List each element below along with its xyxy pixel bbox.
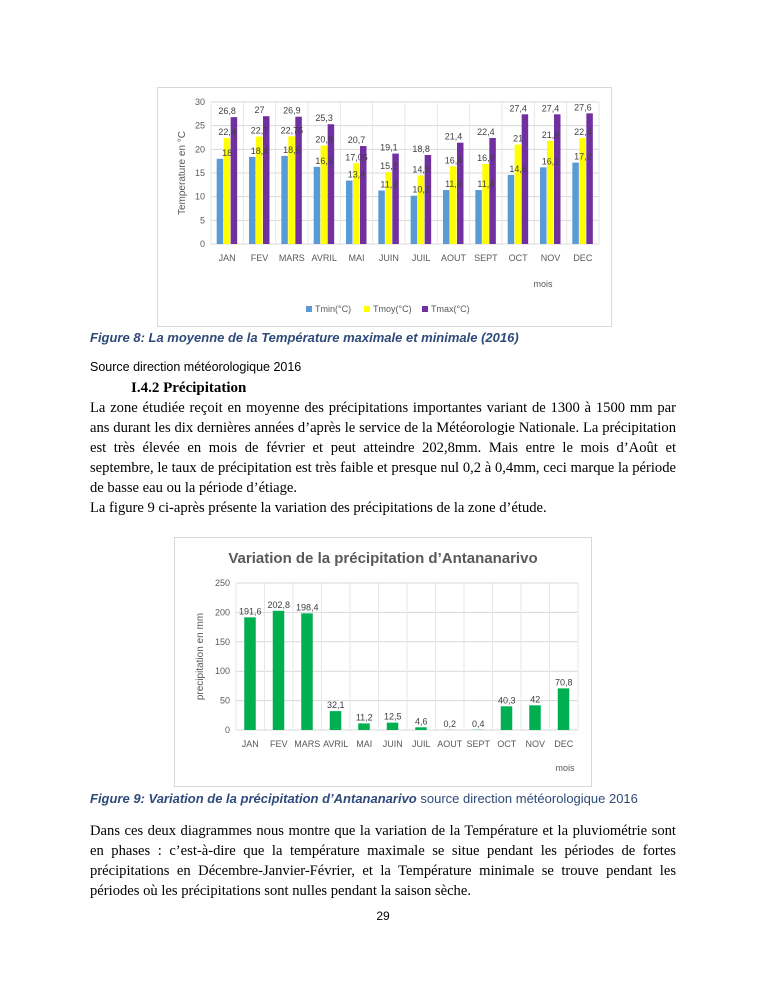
data-label: 22,4 bbox=[218, 126, 236, 137]
x-tick-label: AVRIL bbox=[311, 253, 337, 263]
figure-9-source: source direction météorologique 2016 bbox=[416, 791, 638, 806]
conclusion-text bbox=[90, 821, 676, 923]
data-label: 4,6 bbox=[414, 716, 428, 727]
data-label: 0,4 bbox=[471, 718, 485, 729]
x-tick-label: MARS bbox=[294, 739, 321, 749]
data-label: 26,9 bbox=[283, 105, 301, 116]
data-label: 10,2 bbox=[412, 184, 430, 195]
data-label: 22,4 bbox=[574, 126, 592, 137]
x-tick-label: OCT bbox=[508, 253, 528, 263]
data-label: 18,6 bbox=[283, 144, 301, 155]
x-axis-title: mois bbox=[533, 279, 553, 289]
x-tick-label: MARS bbox=[278, 253, 305, 263]
y-tick-label: 50 bbox=[219, 695, 230, 706]
x-tick-label: JAN bbox=[241, 739, 259, 749]
data-label: 18,4 bbox=[250, 145, 269, 156]
data-label: 26,8 bbox=[218, 106, 236, 117]
data-label: 22,75 bbox=[280, 125, 304, 136]
section-heading: I.4.2 Précipitation bbox=[131, 380, 247, 396]
temperature-chart bbox=[157, 87, 612, 327]
data-label: 40,3 bbox=[497, 695, 516, 706]
data-label: 19,1 bbox=[380, 142, 398, 153]
data-label: 42 bbox=[530, 694, 541, 705]
data-label: 18 bbox=[222, 147, 233, 158]
data-label: 11,4 bbox=[477, 179, 495, 190]
bar-tmaxc bbox=[295, 117, 302, 244]
bar-prcipitation bbox=[301, 613, 313, 730]
data-label: 16,3 bbox=[315, 155, 333, 166]
data-label: 21,4 bbox=[444, 131, 463, 142]
x-tick-label: MAI bbox=[348, 253, 365, 263]
chart-title: Variation de la précipitation d’Antananarivo bbox=[228, 550, 538, 567]
data-label: 70,8 bbox=[554, 677, 573, 688]
x-tick-label: FEV bbox=[269, 739, 288, 749]
x-tick-label: JUIL bbox=[411, 739, 431, 749]
y-axis-title: precipitation en mm bbox=[195, 612, 206, 701]
x-tick-label: MAI bbox=[356, 739, 373, 749]
paragraph-1: La zone étudiée reçoit en moyenne des précipitations importantes variant de 1300 à 1500 mm par ans durant les dix dernières années d’après le service de la Météorologie Nationale. La précipitation est très élevée en mois de février et peut atteindre 202,8mm. Mais entre le mois d’Août et septembre, le taux de précipitation est très faible et presque nul 0,2 à 0,4mm, ceci marque la période de basse eau ou la période d’étiage. bbox=[90, 400, 676, 496]
data-label: 25,3 bbox=[315, 113, 333, 124]
y-tick-label: 100 bbox=[214, 666, 230, 677]
x-tick-label: JUIN bbox=[382, 739, 403, 749]
y-tick-label: 250 bbox=[214, 578, 230, 588]
bar-tminc bbox=[314, 167, 321, 244]
y-tick-label: 0 bbox=[199, 239, 205, 249]
data-label: 13,4 bbox=[347, 169, 366, 180]
bar-prcipitation bbox=[387, 723, 399, 730]
data-label: 27 bbox=[254, 105, 265, 116]
bar-tminc bbox=[475, 190, 482, 244]
bar-prcipitation bbox=[358, 723, 370, 730]
x-tick-label: SEPT bbox=[474, 253, 498, 263]
bar-tminc bbox=[572, 163, 579, 244]
x-tick-label: JAN bbox=[218, 253, 236, 263]
bar-tmoyc bbox=[482, 164, 489, 244]
x-tick-label: JUIL bbox=[411, 253, 431, 263]
data-label: 20,7 bbox=[347, 135, 366, 146]
bar-tminc bbox=[378, 191, 385, 244]
x-tick-label: AOUT bbox=[437, 739, 463, 749]
bar-prcipitation bbox=[529, 705, 541, 730]
x-tick-label: SEPT bbox=[466, 739, 491, 749]
bar-prcipitation bbox=[244, 617, 256, 730]
data-label: 21 bbox=[513, 133, 524, 144]
paragraph-2: La figure 9 ci-après présente la variation des précipitations de la zone d’étude. bbox=[90, 500, 547, 516]
figure-8-source: Source direction météorologique 2016 bbox=[90, 360, 302, 374]
paragraph-3: Dans ces deux diagrammes nous montre que la variation de la Température et la pluviométrie sont en phases : c’est-à-dire que la température maximale se situe pendant les périodes de fortes précipitations en Décembre-Janvier-Février, et la Température minimale se trouve pendant les périodes où les précipitations sont nulles pendant la saison sèche. bbox=[90, 823, 676, 899]
data-label: 22,4 bbox=[477, 126, 495, 137]
page-number: 29 bbox=[376, 909, 390, 923]
data-label: 12,5 bbox=[383, 711, 402, 722]
x-tick-label: DEC bbox=[554, 739, 574, 749]
x-tick-label: FEV bbox=[250, 253, 269, 263]
y-axis-title: Temperature en °C bbox=[177, 130, 188, 216]
data-label: 27,4 bbox=[509, 103, 527, 114]
x-tick-label: AOUT bbox=[440, 253, 467, 263]
data-label: 17,05 bbox=[345, 152, 368, 163]
y-tick-label: 0 bbox=[224, 725, 230, 735]
y-tick-label: 150 bbox=[214, 636, 230, 647]
data-label: 14,6 bbox=[509, 163, 527, 174]
temperature-chart-svg bbox=[158, 88, 611, 326]
precipitation-chart-svg bbox=[175, 538, 591, 786]
data-label: 11,4 bbox=[445, 179, 462, 190]
y-tick-label: 10 bbox=[194, 191, 205, 202]
bar-prcipitation bbox=[558, 688, 570, 730]
precipitation-chart bbox=[174, 537, 592, 787]
bar-tminc bbox=[249, 157, 256, 244]
x-tick-label: OCT bbox=[497, 739, 517, 749]
legend-swatch bbox=[306, 306, 312, 312]
legend-swatch bbox=[422, 306, 428, 312]
bar-prcipitation bbox=[415, 727, 427, 730]
data-label: 198,4 bbox=[295, 602, 319, 613]
y-tick-label: 25 bbox=[194, 120, 205, 131]
bar-tminc bbox=[281, 156, 288, 244]
data-label: 14,5 bbox=[412, 164, 430, 175]
data-label: 27,6 bbox=[574, 102, 592, 113]
data-label: 11,2 bbox=[355, 712, 373, 723]
bar-tminc bbox=[443, 190, 450, 244]
legend-swatch bbox=[364, 306, 370, 312]
data-label: 191,6 bbox=[238, 606, 262, 617]
bar-tminc bbox=[508, 175, 514, 244]
data-label: 15,2 bbox=[380, 161, 398, 172]
figure-9-caption-line bbox=[90, 791, 638, 806]
bar-tminc bbox=[411, 196, 418, 244]
data-label: 16,4 bbox=[444, 155, 463, 166]
legend-label: Tmin(°C) bbox=[315, 304, 352, 314]
x-tick-label: DEC bbox=[573, 253, 593, 263]
data-label: 16,9 bbox=[477, 153, 495, 164]
data-label: 0,2 bbox=[443, 718, 457, 729]
bar-tminc bbox=[540, 167, 547, 244]
x-tick-label: AVRIL bbox=[323, 739, 349, 749]
data-label: 202,8 bbox=[267, 599, 291, 610]
legend-label: Tmoy(°C) bbox=[373, 304, 412, 314]
y-tick-label: 5 bbox=[199, 215, 205, 226]
data-label: 22,7 bbox=[250, 125, 269, 136]
y-tick-label: 15 bbox=[194, 168, 205, 178]
bar-tminc bbox=[346, 181, 353, 244]
data-label: 17,2 bbox=[574, 151, 592, 162]
y-tick-label: 200 bbox=[214, 607, 230, 618]
section-text bbox=[90, 379, 676, 518]
bar-tminc bbox=[217, 159, 224, 244]
data-label: 32,1 bbox=[326, 700, 345, 711]
y-tick-label: 20 bbox=[194, 144, 205, 155]
legend-label: Tmax(°C) bbox=[431, 304, 470, 314]
data-label: 27,4 bbox=[541, 103, 560, 114]
x-tick-label: NOV bbox=[540, 253, 561, 263]
figure-9-caption: Figure 9: Variation de la précipitation d’Antananarivo bbox=[90, 791, 417, 806]
bar-prcipitation bbox=[330, 711, 342, 730]
bar-prcipitation bbox=[273, 611, 285, 730]
x-tick-label: NOV bbox=[525, 739, 546, 749]
x-axis-title: mois bbox=[555, 763, 575, 773]
data-label: 20,8 bbox=[315, 134, 333, 145]
x-tick-label: JUIN bbox=[378, 253, 399, 263]
bar-tmoyc bbox=[450, 166, 457, 244]
y-tick-label: 30 bbox=[194, 97, 205, 107]
bar-tmoyc bbox=[515, 145, 522, 244]
data-label: 21,8 bbox=[541, 129, 560, 140]
data-label: 16,2 bbox=[541, 156, 560, 167]
bar-prcipitation bbox=[501, 706, 513, 730]
data-label: 18,8 bbox=[412, 144, 430, 155]
data-label: 11,3 bbox=[380, 179, 398, 190]
figure-8-caption: Figure 8: La moyenne de la Température maximale et minimale (2016) bbox=[90, 330, 519, 345]
